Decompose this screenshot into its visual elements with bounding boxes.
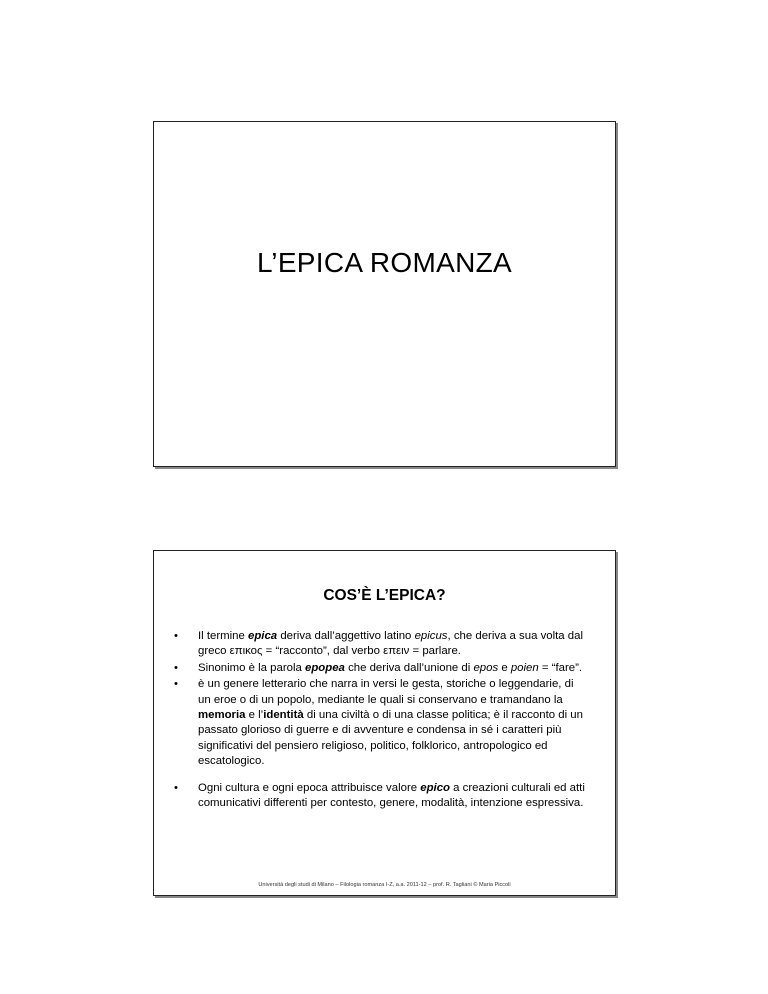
- bullet-text: Il termine: [198, 630, 249, 642]
- bullet-text: Ogni cultura e ogni epoca attribuisce valore: [198, 781, 421, 794]
- bullet-text: e: [498, 661, 511, 674]
- bullet-text: e l’: [245, 709, 264, 722]
- bullet-emphasis: epos: [473, 661, 499, 674]
- slide-title: [153, 121, 616, 467]
- bullet-icon: •: [174, 661, 178, 674]
- bullet-text: Sinonimo è la parola: [198, 661, 306, 674]
- bullet-list: [166, 629, 585, 812]
- bullet-emphasis: poien: [510, 661, 539, 674]
- bullet-strong: identità: [263, 709, 304, 722]
- bullet-text: deriva dall’aggettivo latino: [277, 630, 415, 642]
- bullet-emphasis: epico: [420, 781, 451, 794]
- bullet-text: , che deriva a sua volta dal greco επικος = “racconto”, dal verbo επειν = parlare.: [198, 630, 584, 658]
- bullet-emphasis: epicus: [414, 630, 448, 642]
- bullet-item-etymology: [166, 629, 585, 660]
- bullet-strong: memoria: [198, 709, 246, 722]
- bullet-item-culture: [166, 781, 585, 812]
- bullet-item-synonym: [166, 661, 585, 676]
- bullet-icon: •: [174, 781, 178, 794]
- slide-footer: Università degli studi di Milano – Filologia romanza I-Z, a.a. 2011-12 – prof. R. Tagliani © Maria Piccoli: [258, 882, 511, 888]
- slide-definition: [153, 550, 616, 896]
- bullet-text: che deriva dall’unione di: [344, 661, 474, 674]
- slide-heading: COS’È L’EPICA?: [323, 587, 446, 604]
- bullet-icon: •: [174, 630, 178, 642]
- bullet-item-genre: [166, 677, 585, 769]
- bullet-text: di una civiltà o di una classe politica; è il racconto di un passato glorioso di guerre e di avventure e condensa in sé i caratteri più significativi del pensiero religioso, politico, folklorico, antropologico ed escatologico.: [198, 709, 583, 768]
- bullet-text: è un genere letterario che narra in versi le gesta, storiche o leggendarie, di un eroe o di un popolo, mediante le quali si conservano e tramandano la: [198, 678, 574, 706]
- bullet-text: = “fare”.: [538, 661, 583, 674]
- slide-title-text: L’EPICA ROMANZA: [256, 247, 512, 278]
- bullet-emphasis: epopea: [305, 661, 345, 674]
- bullet-text: a creazioni culturali ed atti comunicativi differenti per contesto, genere, modalità, intenzione espressiva.: [198, 781, 585, 810]
- bullet-emphasis: epica: [248, 630, 278, 642]
- bullet-icon: •: [174, 678, 178, 691]
